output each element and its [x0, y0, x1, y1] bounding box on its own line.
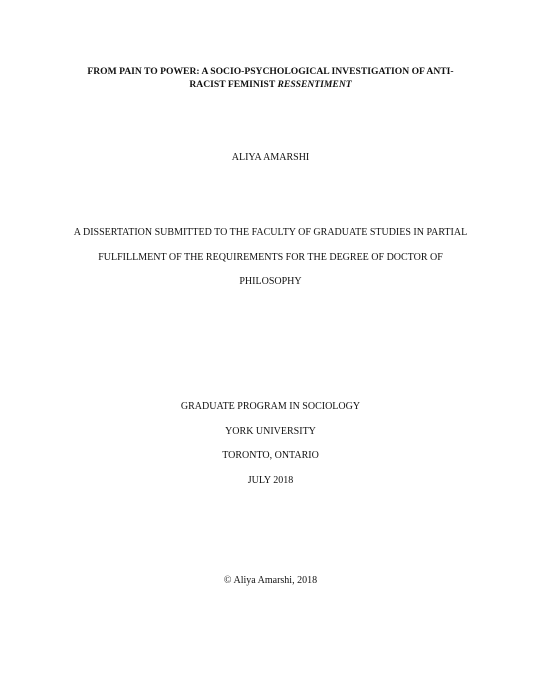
author-name: ALIYA AMARSHI	[231, 152, 310, 163]
title-line-2	[0, 79, 541, 90]
university-name: YORK UNIVERSITY	[225, 426, 316, 437]
dissertation-statement-line-1: A DISSERTATION SUBMITTED TO THE FACULTY OF GRADUATE STUDIES IN PARTIAL	[73, 227, 468, 238]
dissertation-statement-line-2: FULFILLMENT OF THE REQUIREMENTS FOR THE DEGREE OF DOCTOR OF	[98, 252, 443, 263]
location: TORONTO, ONTARIO	[222, 450, 319, 461]
submission-date: JULY 2018	[247, 475, 294, 486]
copyright-notice: © Aliya Amarshi, 2018	[223, 575, 318, 586]
title-line-2-text: RACIST FEMINIST	[189, 79, 278, 90]
program-name: GRADUATE PROGRAM IN SOCIOLOGY	[180, 401, 361, 412]
title-line-1: FROM PAIN TO POWER: A SOCIO-PSYCHOLOGICAL INVESTIGATION OF ANTI-	[87, 66, 454, 77]
title-italic-term: RESSENTIMENT	[277, 79, 352, 90]
dissertation-statement-line-3: PHILOSOPHY	[239, 276, 302, 287]
